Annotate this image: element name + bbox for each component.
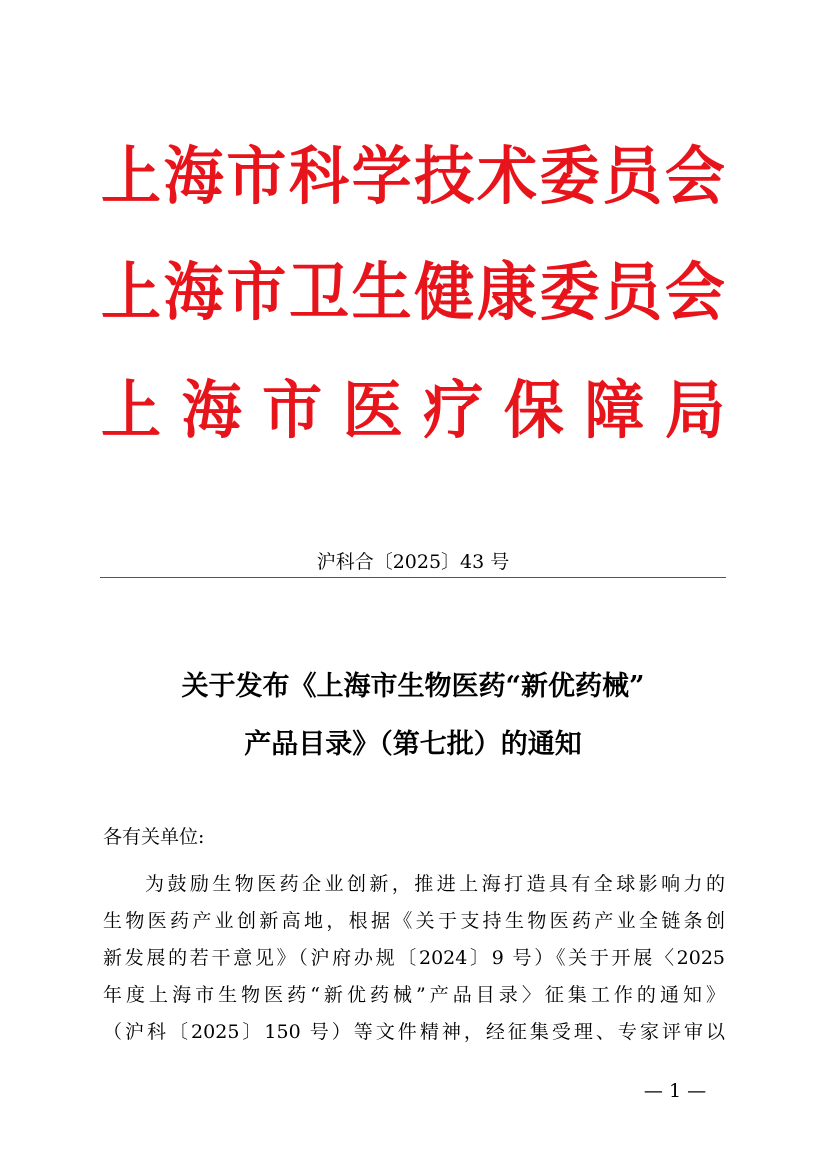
header-char: 市 [226,140,287,214]
header-char: 海 [163,256,224,330]
body-paragraph [103,866,725,1051]
body-line: 为鼓励生物医药企业创新，推进上海打造具有全球影响力的 [145,873,725,895]
header-char: 健 [414,256,475,330]
header-char: 市 [226,256,287,330]
body-line: 生物医药产业创新高地，根据《关于支持生物医药产业全链条创 [103,910,725,932]
header-char: 学 [351,140,412,214]
header-char: 委 [539,140,600,214]
header-char: 科 [288,140,349,214]
header-char: 海 [181,374,242,448]
salutation: 各有关单位: [103,826,205,848]
issuing-org-health-commission [100,256,726,330]
header-char: 疗 [423,374,484,448]
issuing-org-healthcare-security-bureau [100,374,726,448]
header-char: 会 [664,256,725,330]
issuing-org-science-commission [100,140,726,214]
header-divider [100,577,726,578]
header-char: 生 [351,256,412,330]
header-char: 技 [414,140,475,214]
header-char: 医 [342,374,403,448]
header-char: 卫 [288,256,349,330]
header-char: 康 [476,256,537,330]
header-char: 员 [602,256,663,330]
header-char: 市 [262,374,323,448]
header-char: 局 [664,374,725,448]
body-line: （沪科〔2025〕150 号）等文件精神，经征集受理、专家评审以 [103,1021,725,1043]
header-char: 术 [476,140,537,214]
header-char: 上 [101,256,161,330]
header-char: 委 [539,256,600,330]
body-line: 新发展的若干意见》（沪府办规〔2024〕9 号）《关于开展〈2025 [103,947,725,969]
header-char: 会 [664,140,725,214]
document-number: 沪科合〔2025〕43 号 [316,551,510,573]
header-char: 上 [101,374,161,448]
notice-title-line-1: 关于发布《上海市生物医药“新优药械” [181,671,645,702]
body-line: 年度上海市生物医药“新优药械”产品目录〉征集工作的通知》 [103,984,725,1006]
notice-title-line-2: 产品目录》（第七批）的通知 [244,729,582,760]
header-char: 海 [163,140,224,214]
header-char: 上 [101,140,161,214]
header-char: 障 [584,374,645,448]
page-number: — 1 — [643,1080,707,1102]
header-char: 保 [503,374,564,448]
header-char: 员 [602,140,663,214]
